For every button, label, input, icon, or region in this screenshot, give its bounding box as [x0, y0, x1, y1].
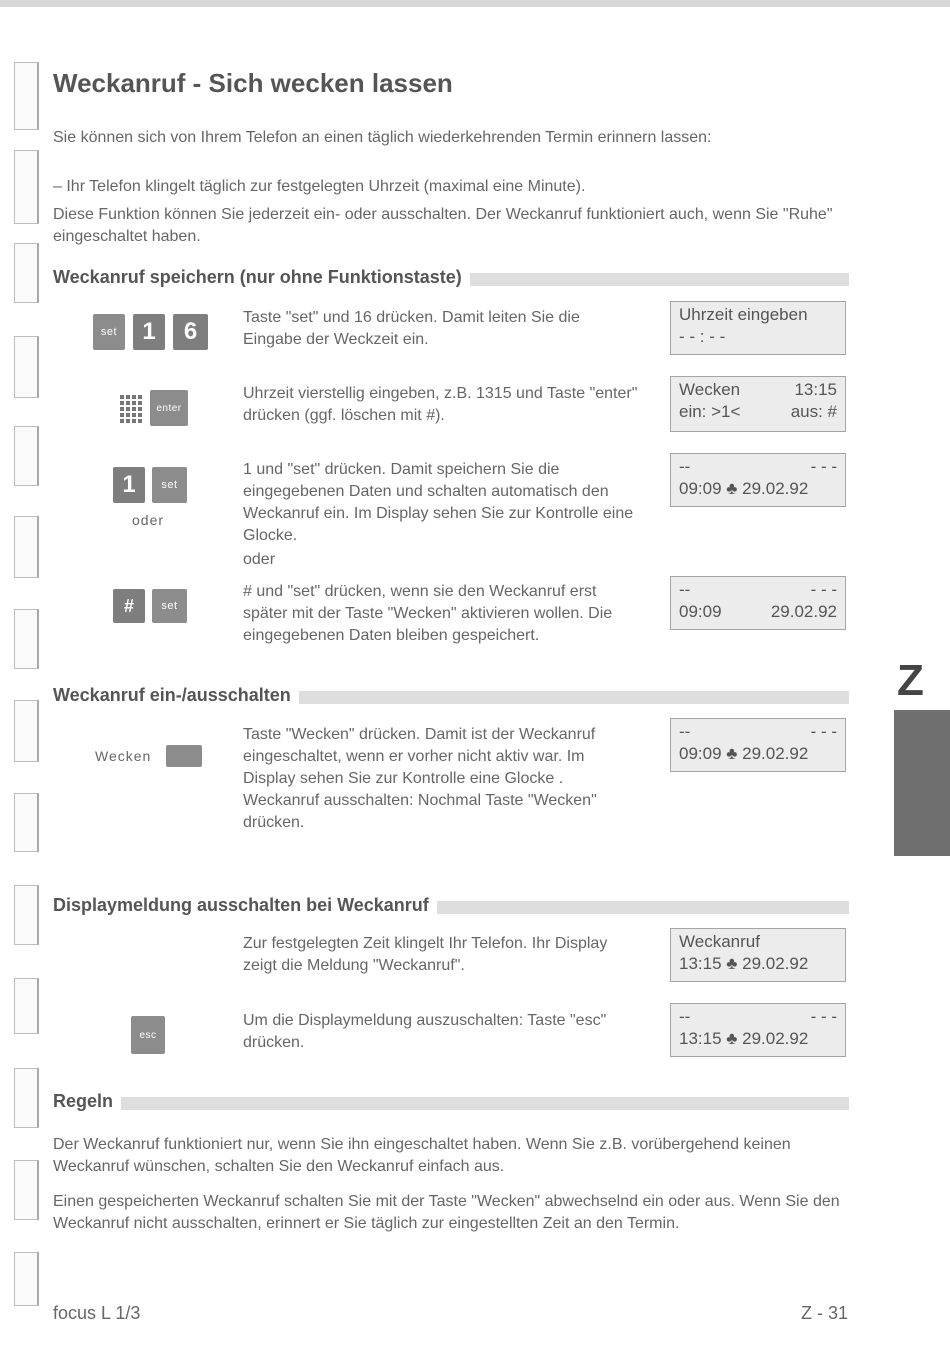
keypad-icon: [120, 395, 142, 423]
wecken-key-label: Wecken: [95, 748, 152, 764]
display-line-1-left: Wecken: [679, 380, 741, 399]
binder-tab: [14, 1252, 39, 1306]
binder-tab: [14, 516, 39, 578]
display-bell: [670, 718, 846, 772]
binder-tab: [14, 243, 39, 303]
binder-tab: [14, 978, 39, 1034]
display-line-2-left: 09:09: [679, 602, 722, 621]
display-bell: [670, 1003, 846, 1057]
display-line-2: 13:15 ♣ 29.02.92: [679, 954, 809, 973]
set-key: set: [93, 314, 125, 350]
chapter-tab: [894, 710, 950, 856]
wecken-key: [166, 745, 202, 767]
footer-model: focus L 1/3: [53, 1303, 141, 1323]
oder-text: oder: [243, 551, 276, 568]
footer-page-number: Z - 31: [801, 1303, 849, 1323]
step-text: # und "set" drücken, wenn sie den Weckanruf erst später mit der Taste "Wecken" aktivieren wollen. Die eingegebenen Daten bleiben gespeichert.: [243, 583, 613, 644]
display-line-2: 13:15 ♣ 29.02.92: [679, 1029, 809, 1048]
display-no-bell: [670, 576, 846, 630]
display-line-1-right: - - -: [810, 722, 837, 741]
hash-key: #: [113, 589, 145, 623]
display-weckanruf: [670, 928, 846, 982]
binder-tab: [14, 1160, 39, 1220]
section-heading-text: Weckanruf speichern (nur ohne Funktionstaste): [53, 267, 470, 288]
binder-tab: [14, 150, 39, 224]
binder-tab: [14, 1068, 39, 1128]
binder-tab: [14, 609, 39, 669]
step-text: Zur festgelegten Zeit klingelt Ihr Telefon. Ihr Display zeigt die Meldung "Weckanruf".: [243, 935, 608, 974]
display-line-1-left: --: [679, 580, 691, 599]
oder-caption: oder: [132, 512, 165, 528]
step-text: Um die Displaymeldung auszuschalten: Taste "esc" drücken.: [243, 1012, 607, 1051]
page-title: Weckanruf - Sich wecken lassen: [53, 68, 453, 98]
intro-paragraph: Sie können sich von Ihrem Telefon an einen täglich wiederkehrenden Termin erinnern lassen:: [53, 129, 712, 146]
display-wecken: [670, 376, 846, 432]
step-text: 1 und "set" drücken. Damit speichern Sie die eingegebenen Daten und schalten automatisch den Weckanruf ein. Im Display sehen Sie zur Kontrolle eine Glocke.: [243, 461, 634, 544]
display-line-1: Weckanruf: [679, 932, 760, 951]
digit-1-key: 1: [133, 314, 165, 350]
step-text: Uhrzeit vierstellig eingeben, z.B. 1315 und Taste "enter" drücken (ggf. löschen mit #).: [243, 385, 638, 424]
set-key: set: [152, 467, 187, 503]
digit-1-key: 1: [113, 467, 145, 503]
display-line-1-right: - - -: [810, 1007, 837, 1026]
binder-tab: [14, 62, 39, 130]
display-line-1-left: --: [679, 457, 691, 476]
display-line-2-left: ein: >1<: [679, 402, 741, 421]
top-border: [0, 0, 950, 7]
chapter-letter: Z: [897, 656, 924, 705]
step-text: Taste "Wecken" drücken. Damit ist der Weckanruf eingeschaltet, wenn er vorher nicht aktiv war. Im Display sehen Sie zur Kontrolle eine Glocke . Weckanruf ausschalten: Nochmal Taste "Wecken" drücken.: [243, 726, 597, 831]
enter-key: enter: [150, 390, 188, 426]
esc-key: esc: [131, 1016, 165, 1054]
section-heading-text: Weckanruf ein-/ausschalten: [53, 685, 299, 706]
intro-paragraph-2: Diese Funktion können Sie jederzeit ein- oder ausschalten. Der Weckanruf funktioniert auch, wenn Sie "Ruhe" eingeschaltet haben.: [53, 206, 833, 245]
binder-tab: [14, 336, 39, 398]
display-line-1-right: - - -: [810, 457, 837, 476]
binder-tab: [14, 700, 39, 762]
intro-bullet: – Ihr Telefon klingelt täglich zur festgelegten Uhrzeit (maximal eine Minute).: [53, 178, 586, 195]
rules-paragraph-2: Einen gespeicherten Weckanruf schalten Sie mit der Taste "Wecken" abwechselnd ein oder aus. Wenn Sie den Weckanruf nicht ausschalten, erinnert er Sie täglich zur eingestellten Zeit an den Termin.: [53, 1193, 840, 1232]
binder-tab: [14, 885, 39, 945]
digit-6-key: 6: [173, 314, 208, 350]
display-line-2: 09:09 ♣ 29.02.92: [679, 744, 809, 763]
section-heading-ein-aus: [53, 685, 849, 707]
section-heading-text: Regeln: [53, 1091, 121, 1112]
display-line-1-left: --: [679, 1007, 691, 1026]
binder-tab: [14, 426, 39, 486]
section-heading-regeln: [53, 1091, 849, 1113]
display-line-2: 09:09 ♣ 29.02.92: [679, 479, 809, 498]
display-line-1-right: 13:15: [794, 380, 837, 399]
display-line-1-right: - - -: [810, 580, 837, 599]
display-line-2-right: 29.02.92: [770, 602, 837, 621]
display-line-2-right: aus: #: [790, 402, 837, 421]
set-key: set: [152, 589, 187, 623]
display-uhrzeit-eingeben: [670, 301, 846, 355]
display-line-1: Uhrzeit eingeben: [679, 305, 808, 324]
display-line-1-left: --: [679, 722, 691, 741]
section-heading-text: Displaymeldung ausschalten bei Weckanruf: [53, 895, 437, 916]
step-text: Taste "set" und 16 drücken. Damit leiten Sie die Eingabe der Weckzeit ein.: [243, 309, 580, 348]
section-heading-speichern: [53, 267, 849, 289]
section-heading-displaymeldung: [53, 895, 849, 917]
display-line-2: - - : - -: [679, 327, 726, 346]
binder-tab: [14, 793, 39, 852]
rules-paragraph: Der Weckanruf funktioniert nur, wenn Sie ihn eingeschaltet haben. Wenn Sie z.B. vorübergehend keinen Weckanruf wünschen, schalten Sie den Weckanruf einfach aus.: [53, 1136, 791, 1175]
heading-bar: [53, 1097, 849, 1110]
display-bell: [670, 453, 846, 507]
